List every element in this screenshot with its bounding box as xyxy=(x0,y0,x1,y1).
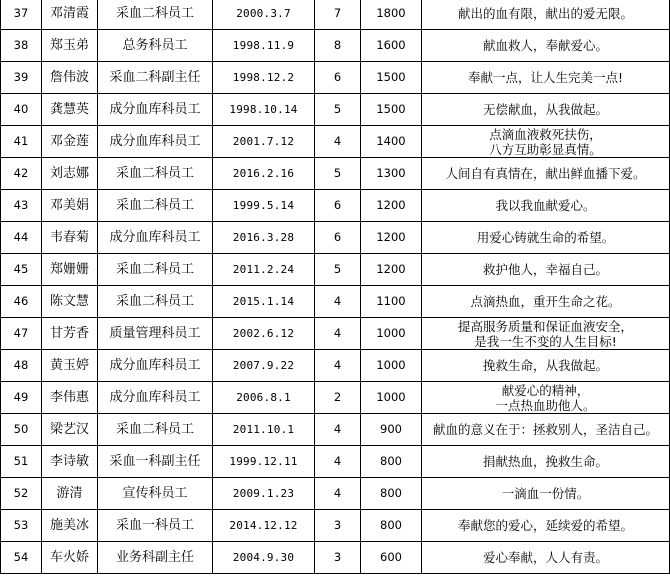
donor-department: 采血二科员工 xyxy=(98,0,213,30)
row-number: 51 xyxy=(1,446,42,478)
donor-department: 成分血库科员工 xyxy=(98,222,213,254)
row-number: 45 xyxy=(1,254,42,286)
first-donation-date: 2001.7.12 xyxy=(213,126,315,158)
table-row xyxy=(1,126,670,158)
donor-name: 黄玉婷 xyxy=(42,350,98,382)
donor-department: 采血二科员工 xyxy=(98,254,213,286)
donor-name: 施美冰 xyxy=(42,510,98,542)
donor-name: 郑姗姗 xyxy=(42,254,98,286)
donor-name: 梁艺汉 xyxy=(42,414,98,446)
row-number: 49 xyxy=(1,382,42,414)
donor-name: 游清 xyxy=(42,478,98,510)
donor-department: 采血二科员工 xyxy=(98,190,213,222)
table-row xyxy=(1,254,670,286)
row-number: 46 xyxy=(1,286,42,318)
donor-name: 邓金莲 xyxy=(42,126,98,158)
row-number: 41 xyxy=(1,126,42,158)
row-number: 43 xyxy=(1,190,42,222)
donor-name: 李伟惠 xyxy=(42,382,98,414)
table-row xyxy=(1,446,670,478)
table-row xyxy=(1,318,670,350)
table-row xyxy=(1,190,670,222)
donation-count: 6 xyxy=(315,190,361,222)
row-number: 37 xyxy=(1,0,42,30)
donation-volume: 1000 xyxy=(361,382,422,414)
donor-quote: 献血的意义在于：拯救别人，圣洁自己。 xyxy=(422,414,670,446)
table-row xyxy=(1,94,670,126)
row-number: 44 xyxy=(1,222,42,254)
donation-volume: 800 xyxy=(361,478,422,510)
donor-name: 刘志娜 xyxy=(42,158,98,190)
donor-name: 甘芳香 xyxy=(42,318,98,350)
donor-department: 宣传科员工 xyxy=(98,478,213,510)
donation-count: 5 xyxy=(315,94,361,126)
donor-department: 成分血库科员工 xyxy=(98,94,213,126)
first-donation-date: 2011.10.1 xyxy=(213,414,315,446)
donation-volume: 1100 xyxy=(361,286,422,318)
first-donation-date: 2015.1.14 xyxy=(213,286,315,318)
table-row xyxy=(1,30,670,62)
donation-count: 4 xyxy=(315,478,361,510)
first-donation-date: 2016.3.28 xyxy=(213,222,315,254)
donation-count: 7 xyxy=(315,0,361,30)
first-donation-date: 1998.12.2 xyxy=(213,62,315,94)
donor-department: 质量管理科员工 xyxy=(98,318,213,350)
donation-volume: 1000 xyxy=(361,318,422,350)
donor-department: 采血二科副主任 xyxy=(98,62,213,94)
donor-quote: 献血救人，奉献爱心。 xyxy=(422,30,670,62)
donation-count: 3 xyxy=(315,510,361,542)
first-donation-date: 2007.9.22 xyxy=(213,350,315,382)
donor-department: 成分血库科员工 xyxy=(98,382,213,414)
donation-volume: 1200 xyxy=(361,190,422,222)
donor-name: 车火娇 xyxy=(42,542,98,574)
donor-quote: 救护他人，幸福自己。 xyxy=(422,254,670,286)
donor-quote: 献爱心的精神， 一点热血助他人。 xyxy=(422,382,670,414)
donor-department: 采血二科员工 xyxy=(98,286,213,318)
table-row xyxy=(1,222,670,254)
donor-name: 陈文慧 xyxy=(42,286,98,318)
donor-name: 郑玉弟 xyxy=(42,30,98,62)
first-donation-date: 2002.6.12 xyxy=(213,318,315,350)
donation-count: 4 xyxy=(315,126,361,158)
donor-name: 龚慧英 xyxy=(42,94,98,126)
donor-quote: 点滴热血，重开生命之花。 xyxy=(422,286,670,318)
donor-table-body xyxy=(1,0,670,574)
donation-count: 6 xyxy=(315,62,361,94)
donor-quote: 用爱心铸就生命的希望。 xyxy=(422,222,670,254)
donor-name: 李诗敏 xyxy=(42,446,98,478)
donor-quote: 提高服务质量和保证血液安全， 是我一生不变的人生目标! xyxy=(422,318,670,350)
row-number: 42 xyxy=(1,158,42,190)
row-number: 48 xyxy=(1,350,42,382)
donation-volume: 1500 xyxy=(361,62,422,94)
donation-volume: 1000 xyxy=(361,350,422,382)
donor-name: 韦春菊 xyxy=(42,222,98,254)
first-donation-date: 2009.1.23 xyxy=(213,478,315,510)
first-donation-date: 2014.12.12 xyxy=(213,510,315,542)
donation-volume: 800 xyxy=(361,446,422,478)
table-row xyxy=(1,542,670,574)
table-row xyxy=(1,158,670,190)
donation-volume: 1300 xyxy=(361,158,422,190)
donor-department: 成分血库科员工 xyxy=(98,126,213,158)
first-donation-date: 2016.2.16 xyxy=(213,158,315,190)
donor-department: 采血二科员工 xyxy=(98,158,213,190)
donation-count: 2 xyxy=(315,382,361,414)
donation-count: 4 xyxy=(315,286,361,318)
donation-count: 5 xyxy=(315,158,361,190)
table-row xyxy=(1,414,670,446)
donation-count: 4 xyxy=(315,350,361,382)
donation-volume: 1800 xyxy=(361,0,422,30)
donor-quote: 挽救生命，从我做起。 xyxy=(422,350,670,382)
donation-volume: 1600 xyxy=(361,30,422,62)
table-row xyxy=(1,286,670,318)
donation-volume: 600 xyxy=(361,542,422,574)
table-row xyxy=(1,62,670,94)
donor-quote: 爱心奉献，人人有责。 xyxy=(422,542,670,574)
row-number: 53 xyxy=(1,510,42,542)
table-row xyxy=(1,350,670,382)
first-donation-date: 2011.2.24 xyxy=(213,254,315,286)
table-row xyxy=(1,382,670,414)
row-number: 50 xyxy=(1,414,42,446)
donation-volume: 1400 xyxy=(361,126,422,158)
donation-volume: 1200 xyxy=(361,254,422,286)
first-donation-date: 2000.3.7 xyxy=(213,0,315,30)
donation-count: 5 xyxy=(315,254,361,286)
row-number: 40 xyxy=(1,94,42,126)
row-number: 52 xyxy=(1,478,42,510)
first-donation-date: 2004.9.30 xyxy=(213,542,315,574)
table-row xyxy=(1,510,670,542)
donor-department: 采血一科员工 xyxy=(98,510,213,542)
donor-quote: 无偿献血，从我做起。 xyxy=(422,94,670,126)
donation-count: 4 xyxy=(315,318,361,350)
first-donation-date: 1998.10.14 xyxy=(213,94,315,126)
donation-volume: 1500 xyxy=(361,94,422,126)
donation-volume: 800 xyxy=(361,510,422,542)
donor-name: 邓美娟 xyxy=(42,190,98,222)
row-number: 47 xyxy=(1,318,42,350)
donor-quote: 人间自有真情在，献出鲜血播下爱。 xyxy=(422,158,670,190)
donation-count: 4 xyxy=(315,414,361,446)
donation-count: 6 xyxy=(315,222,361,254)
donation-count: 4 xyxy=(315,446,361,478)
table-row xyxy=(1,0,670,30)
donor-name: 邓清霞 xyxy=(42,0,98,30)
row-number: 38 xyxy=(1,30,42,62)
donor-quote: 点滴血液救死扶伤， 八方互助彰显真情。 xyxy=(422,126,670,158)
donation-volume: 900 xyxy=(361,414,422,446)
row-number: 39 xyxy=(1,62,42,94)
donor-quote: 我以我血献爱心。 xyxy=(422,190,670,222)
donor-name: 詹伟波 xyxy=(42,62,98,94)
donation-count: 3 xyxy=(315,542,361,574)
table-row xyxy=(1,478,670,510)
donor-quote: 一滴血一份情。 xyxy=(422,478,670,510)
donor-department: 采血二科员工 xyxy=(98,414,213,446)
donation-count: 8 xyxy=(315,30,361,62)
donor-quote: 奉献您的爱心，延续爱的希望。 xyxy=(422,510,670,542)
donor-department: 业务科副主任 xyxy=(98,542,213,574)
first-donation-date: 1999.5.14 xyxy=(213,190,315,222)
donor-department: 总务科员工 xyxy=(98,30,213,62)
donor-quote: 捐献热血，挽救生命。 xyxy=(422,446,670,478)
row-number: 54 xyxy=(1,542,42,574)
donor-quote: 奉献一点，让人生完美一点! xyxy=(422,62,670,94)
first-donation-date: 1998.11.9 xyxy=(213,30,315,62)
first-donation-date: 2006.8.1 xyxy=(213,382,315,414)
donation-volume: 1200 xyxy=(361,222,422,254)
first-donation-date: 1999.12.11 xyxy=(213,446,315,478)
donor-department: 成分血库科员工 xyxy=(98,350,213,382)
donor-quote: 献出的血有限，献出的爱无限。 xyxy=(422,0,670,30)
donor-department: 采血一科副主任 xyxy=(98,446,213,478)
